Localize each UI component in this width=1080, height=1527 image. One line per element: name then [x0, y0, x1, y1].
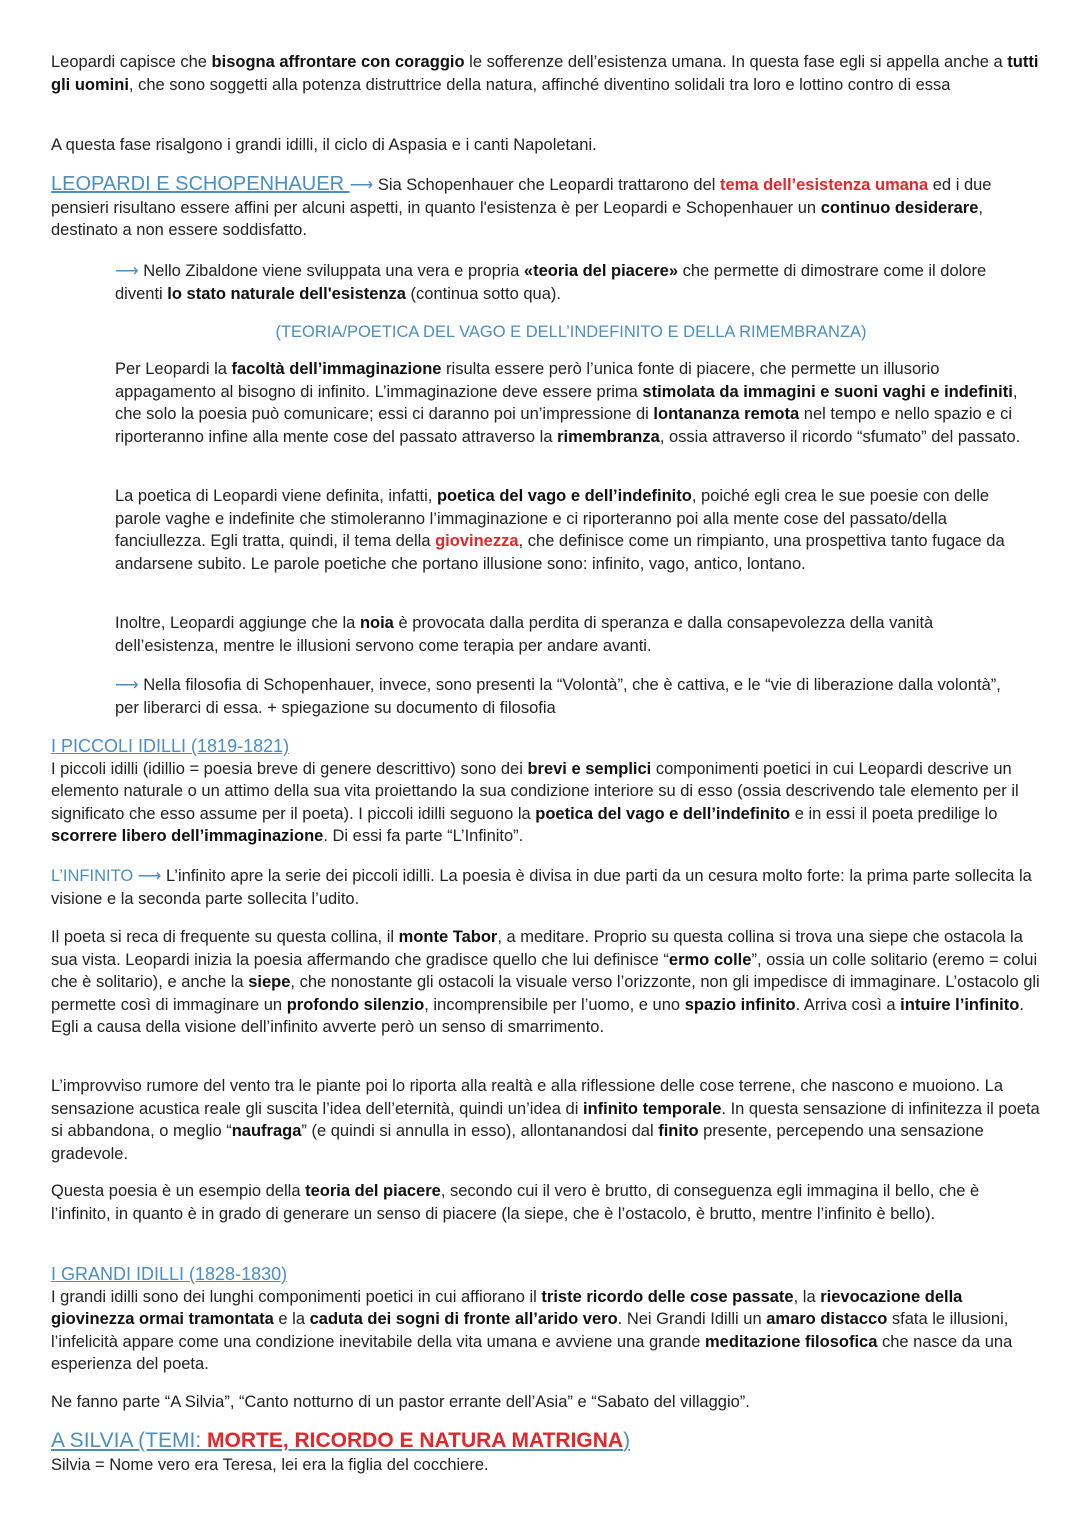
paragraph-grandi-idilli-fase: A questa fase risalgono i grandi idilli, il ciclo di Aspasia e i canti Napoletani. — [51, 136, 597, 154]
heading-grandi-idilli: I GRANDI IDILLI (1828-1830) — [51, 1264, 288, 1284]
arrow-icon: ⟶ — [349, 176, 374, 194]
section-a-silvia — [51, 1428, 1041, 1477]
paragraph-poetica: La poetica di Leopardi viene definita, infatti, poetica del vago e dell’indefinito, poiché egli crea le sue poesie con delle parole vaghe e indefinite che stimoleranno l’immaginazione e ci riporteranno poi alla mente cose del passato/della fanciullezza. Egli tratta, quindi, il tema della giovinezza, che definisce come un rimpianto, una prospettiva tanto fugace da andarsene subito. Le parole poetiche che portano illusione sono: infinito, vago, antico, lontano. — [115, 487, 1005, 573]
arrow-icon: ⟶ — [115, 262, 139, 280]
silvia-note: Silvia = Nome vero era Teresa, lei era la figlia del cocchiere. — [51, 1456, 489, 1474]
paragraph-noia: Inoltre, Leopardi aggiunge che la noia è provocata dalla perdita di speranza e dalla consapevolezza della vanità dell’esistenza, mentre le illusioni servono come terapia per andare avanti. — [115, 614, 934, 655]
paragraph-fanno-parte: Ne fanno parte “A Silvia”, “Canto notturno di un pastor errante dell’Asia” e “Sabato del villaggio”. — [51, 1393, 750, 1411]
paragraph-schopenhauer-volonta: ⟶ Nella filosofia di Schopenhauer, invece, sono presenti la “Volontà”, che è cattiva, e le “vie di liberazione dalla volontà”, per liberarci di essa. + spiegazione su documento di filosofia — [115, 676, 1001, 717]
section-piccoli-idilli: I PICCOLI IDILLI (1819-1821) I piccoli idilli (idillio = poesia breve di genere descrittivo) sono dei brevi e semplici componimenti poetici in cui Leopardi descrive un elemento naturale o un attimo della sua vita proiettando la sua condizione interiore su di esso (ossia descrivendo tale elemento per il significato che esso assume per il poeta). I piccoli idilli seguono la poetica del vago e dell’indefinito e in essi il poeta predilige lo scorrere libero dell’immaginazione. Di essi fa parte “L’Infinito”. — [51, 735, 1041, 848]
arrow-icon: ⟶ — [137, 867, 162, 885]
section-grandi-idilli: I GRANDI IDILLI (1828-1830) I grandi idilli sono dei lunghi componimenti poetici in cui affiorano il triste ricordo delle cose passate, la rievocazione della giovinezza ormai tramontata e la caduta dei sogni di fronte all’arido vero. Nei Grandi Idilli un amaro distacco sfata le illusioni, l’infelicità appare come una condizione inevitabile della vita umana e avviene una grande meditazione filosofica che nasce da una esperienza del poeta. — [51, 1263, 1041, 1376]
section-leopardi-schopenhauer: LEOPARDI E SCHOPENHAUER ⟶ Sia Schopenhauer che Leopardi trattarono del tema dell’esistenza umana ed i due pensieri risultano essere affini per alcuni aspetti, in quanto l'esistenza è per Leopardi e Schopenhauer un continuo desiderare, destinato a non essere soddisfatto. — [51, 173, 992, 240]
heading-infinito: L’INFINITO — [51, 867, 138, 885]
paragraph-monte-tabor: Il poeta si reca di frequente su questa collina, il monte Tabor, a meditare. Proprio su questa collina si trova una siepe che ostacola la sua vista. Leopardi inizia la poesia affermando che gradisce quello che lui definisce “ermo colle”, ossia un colle solitario (eremo = colui che è solitario), e anche la siepe, che nonostante gli ostacoli la visuale verso l’orizzonte, non gli impedisce di immaginare. L’ostacolo gli permette così di immaginare un profondo silenzio, incomprensibile per l’uomo, e uno spazio infinito. Arriva così a intuire l’infinito. Egli a causa della visione dell’infinito avverte però un senso di smarrimento. — [51, 928, 1040, 1037]
paragraph-vento: L’improvviso rumore del vento tra le piante poi lo riporta alla realtà e alla riflessione delle cose terrene, che nascono e muoiono. La sensazione acustica reale gli suscita l’idea dell’eternità, quindi un’idea di infinito temporale. In questa sensazione di infinitezza il poeta si abbandona, o meglio “naufraga” (e quindi si annulla in esso), allontanandosi dal finito presente, percependo una sensazione gradevole. — [51, 1077, 1040, 1163]
paragraph-infinito: L’INFINITO ⟶ L’infinito apre la serie dei piccoli idilli. La poesia è divisa in due parti da un cesura molto forte: la prima parte sollecita la visione e la seconda parte sollecita l’udito. — [51, 867, 1032, 908]
heading-leopardi-schopenhauer: LEOPARDI E SCHOPENHAUER — [51, 173, 350, 195]
paragraph-coraggio: Leopardi capisce che bisogna affrontare con coraggio le sofferenze dell’esistenza umana. In questa fase egli si appella anche a tutti gli uomini, che sono soggetti alla potenza distruttrice della natura, affinché diventino solidali tra loro e lottino contro di essa — [51, 53, 1039, 94]
paragraph-teoria-piacere: Questa poesia è un esempio della teoria del piacere, secondo cui il vero è brutto, di conseguenza egli immagina il bello, che è l’infinito, in quanto è in grado di generare un senso di piacere (la siepe, che è l’ostacolo, è brutto, mentre l’infinito è bello). — [51, 1182, 980, 1223]
heading-a-silvia: A SILVIA (TEMI: MORTE, RICORDO E NATURA MATRIGNA) — [51, 1429, 631, 1452]
heading-piccoli-idilli: I PICCOLI IDILLI (1819-1821) — [51, 736, 290, 756]
paragraph-zibaldone: ⟶ Nello Zibaldone viene sviluppata una vera e propria «teoria del piacere» che permette di dimostrare come il dolore diventi lo stato naturale dell'esistenza (continua sotto qua). — [115, 262, 987, 303]
paragraph-immaginazione: Per Leopardi la facoltà dell’immaginazione risulta essere però l’unica fonte di piacere, che permette un illusorio appagamento al bisogno di infinito. L’immaginazione deve essere prima stimolata da immagini e suoni vaghi e indefiniti, che solo la poesia può comunicare; essi ci daranno poi un’impressione di lontananza remota nel tempo e nello spazio e ci riporteranno infine alla mente cose del passato attraverso la rimembranza, ossia attraverso il ricordo “sfumato” del passato. — [115, 360, 1021, 446]
heading-teoria-vago: (TEORIA/POETICA DEL VAGO E DELL’INDEFINITO E DELLA RIMEMBRANZA) — [275, 323, 867, 341]
arrow-icon: ⟶ — [115, 676, 139, 694]
